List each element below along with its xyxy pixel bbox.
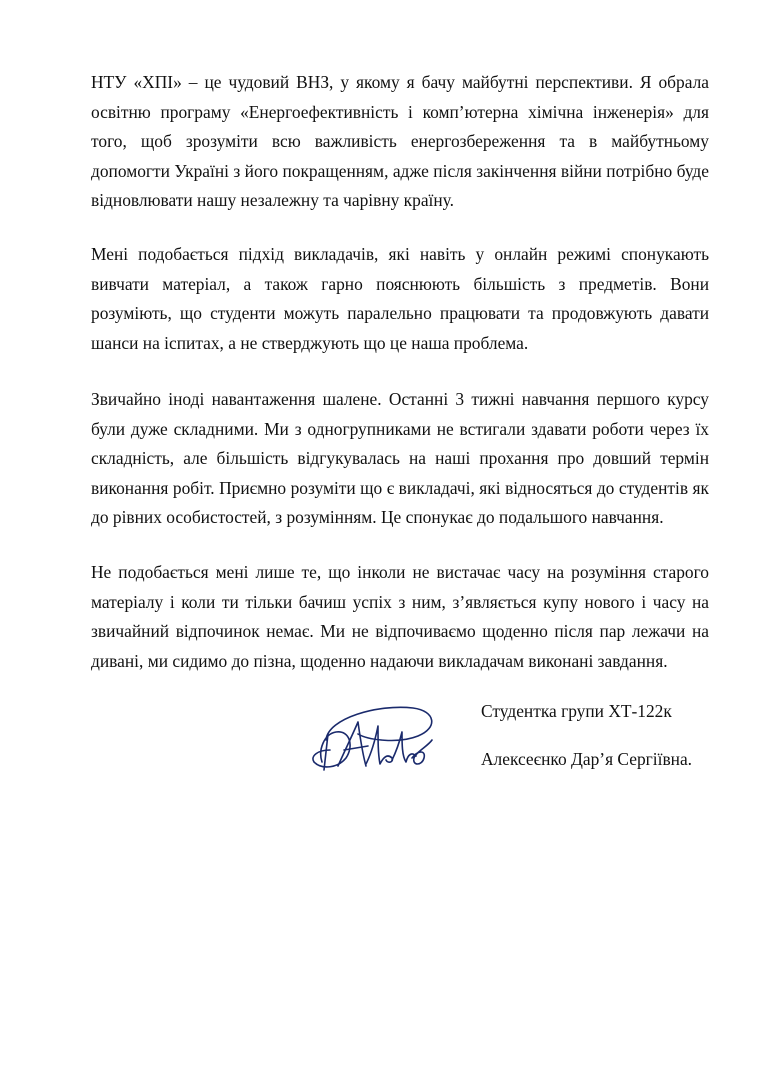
student-group-line: Студентка групи ХТ-122к xyxy=(481,701,672,721)
student-name-line: Алексеєнко Дар’я Сергіївна. xyxy=(481,749,693,769)
paragraph-3: Звичайно іноді навантаження шалене. Останні 3 тижні навчання першого курсу були дуже складними. Ми з одногрупниками не встигали здавати роботи через їх складність, але більшість відгукувалась на наші прохання про довший термін виконання робіт. Приємно розуміти що є викладачі, які відносяться до студентів як до рівних особистостей, з розумінням. Це спонукає до подальшого навчання. xyxy=(91,389,709,527)
paragraph-4: Не подобається мені лише те, що інколи не вистачає часу на розуміння старого матеріалу і коли ти тільки бачиш успіх з ним, з’являється купу нового і часу на звичайний відпочинок немає. Ми не відпочиваємо щоденно після пар лежачи на дивані, ми сидимо до пізна, щоденно надаючи викладачам виконані завдання. xyxy=(91,562,709,671)
signature-icon xyxy=(308,700,440,780)
paragraph-1: НТУ «ХПІ» – це чудовий ВНЗ, у якому я бачу майбутні перспективи. Я обрала освітню програму «Енергоефективність і комп’ютерна хімічна інженерія» для того, щоб зрозуміти всю важливість енергозбереження та в майбутньому допомогти Україні з його покращенням, адже після закінчення війни потрібно буде відновлювати нашу незалежну та чарівну країну. xyxy=(91,72,709,210)
paragraph-2: Мені подобається підхід викладачів, які навіть у онлайн режимі спонукають вивчати матеріал, а також гарно пояснюють більшість з предметів. Вони розуміють, що студенти можуть паралельно працювати та продовжують давати шанси на іспитах, а не стверджують що це наша проблема. xyxy=(91,244,709,353)
